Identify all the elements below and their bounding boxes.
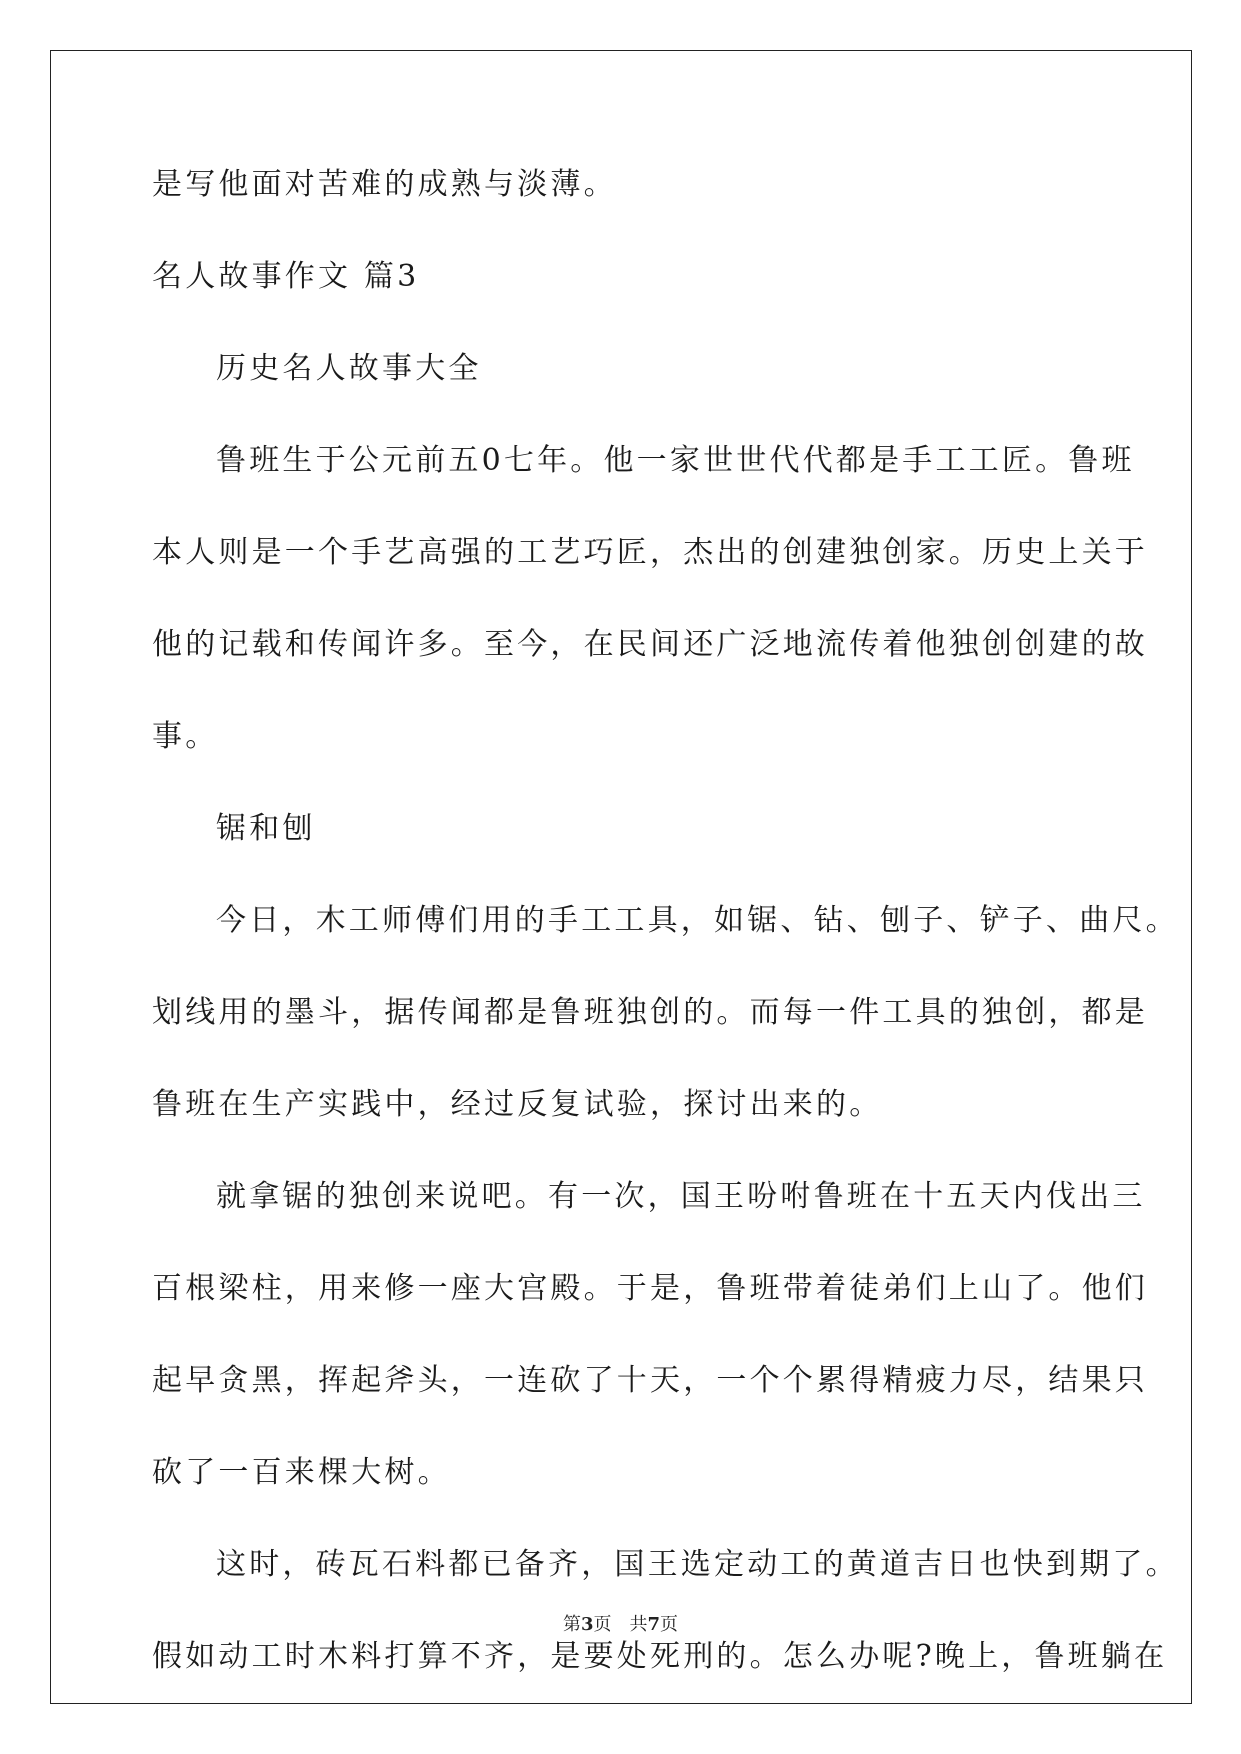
paragraph-line: 事。 (152, 719, 219, 754)
page-number-current: 3 (580, 1614, 594, 1635)
paragraph-line: 百根梁柱，用来修一座大宫殿。于是，鲁班带着徒弟们上山了。他们 (152, 1271, 1148, 1306)
page-number-prefix: 第 (562, 1614, 581, 1635)
page-total-unit: 页 (660, 1614, 679, 1635)
paragraph-line: 就拿锯的独创来说吧。有一次，国王吩咐鲁班在十五天内伐出三 (216, 1179, 1146, 1214)
page-number-total: 7 (647, 1614, 661, 1635)
document-body (152, 155, 1179, 1687)
article-title: 历史名人故事大全 (216, 351, 482, 386)
paragraph-line: 鲁班生于公元前五0七年。他一家世世代代都是手工工匠。鲁班 (216, 443, 1135, 478)
paragraph-line: 本人则是一个手艺高强的工艺巧匠，杰出的创建独创家。历史上关于 (152, 535, 1148, 570)
paragraph-line: 假如动工时木料打算不齐，是要处死刑的。怎么办呢?晚上，鲁班躺在 (152, 1639, 1168, 1674)
paragraph-line: 他的记载和传闻许多。至今，在民间还广泛地流传着他独创创建的故 (152, 627, 1148, 662)
paragraph-line: 砍了一百来棵大树。 (152, 1455, 451, 1490)
page-number-unit: 页 (593, 1614, 612, 1635)
paragraph-line: 鲁班在生产实践中，经过反复试验，探讨出来的。 (152, 1087, 883, 1122)
paragraph-line: 起早贪黑，挥起斧头，一连砍了十天，一个个累得精疲力尽，结果只 (152, 1363, 1148, 1398)
section-heading: 名人故事作文 篇3 (152, 259, 420, 294)
page-footer (0, 1610, 1241, 1636)
paragraph-line: 划线用的墨斗，据传闻都是鲁班独创的。而每一件工具的独创，都是 (152, 995, 1148, 1030)
paragraph-line: 是写他面对苦难的成熟与淡薄。 (152, 167, 617, 202)
paragraph-line: 这时，砖瓦石料都已备齐，国王选定动工的黄道吉日也快到期了。 (216, 1547, 1179, 1582)
paragraph-line: 今日，木工师傅们用的手工工具，如锯、钻、刨子、铲子、曲尺。 (216, 903, 1179, 938)
subsection-title: 锯和刨 (216, 811, 316, 846)
page-total-prefix: 共 (629, 1614, 648, 1635)
